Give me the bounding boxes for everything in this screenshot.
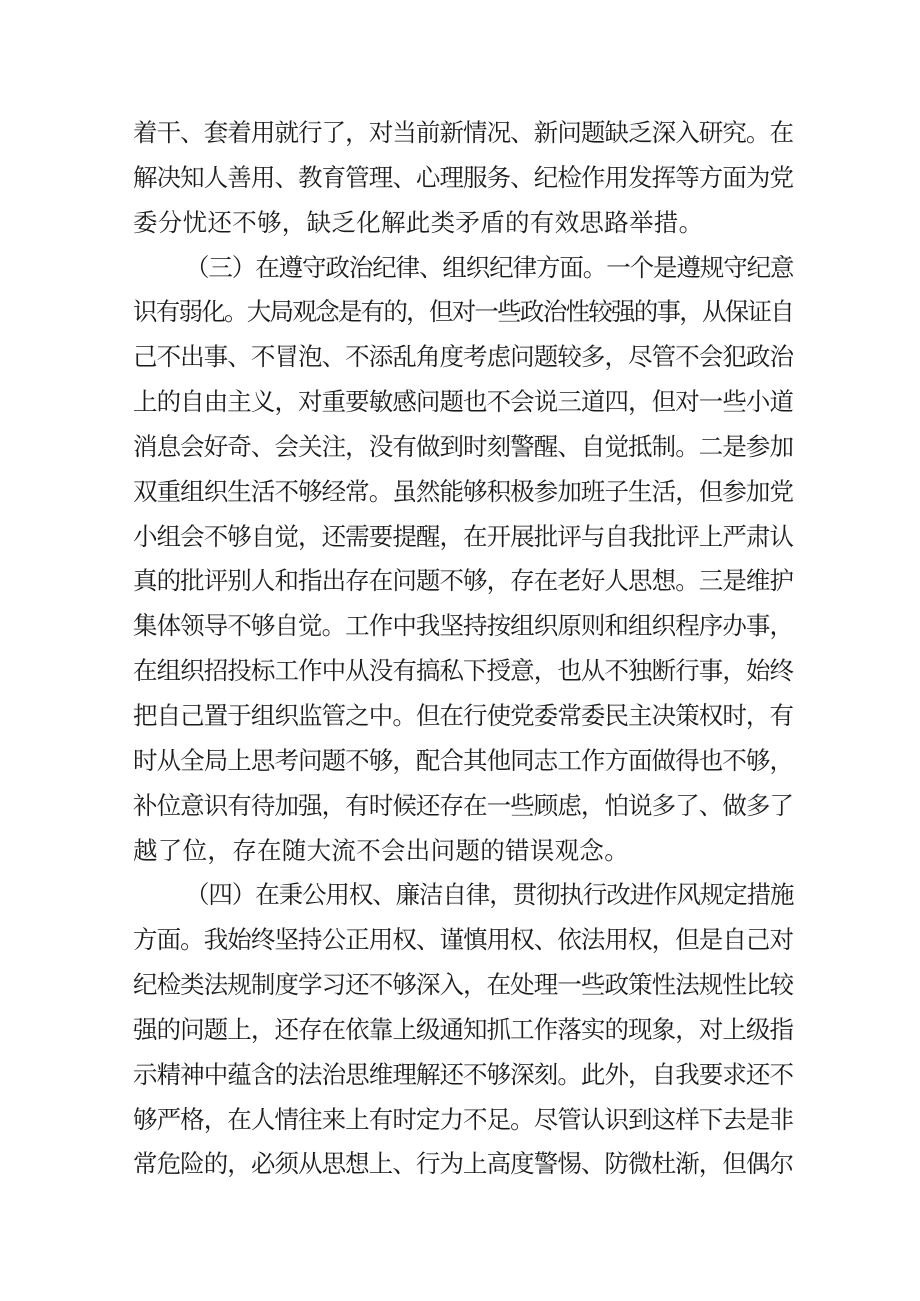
text-line: 在组织招投标工作中从没有搞私下授意，也从不独断行事，始终 bbox=[133, 656, 793, 686]
text-line: 补位意识有待加强，有时候还存在一些顾虑，怕说多了、做多了 bbox=[133, 790, 793, 820]
section-heading-line: （三）在遵守政治纪律、组织纪律方面。一个是遵规守纪意 bbox=[185, 252, 794, 282]
text-line: 时从全局上思考问题不够，配合其他同志工作方面做得也不够， bbox=[133, 745, 793, 775]
text-line: 越了位，存在随大流不会出问题的错误观念。 bbox=[133, 835, 629, 865]
text-line: 双重组织生活不够经常。虽然能够积极参加班子生活，但参加党 bbox=[133, 476, 793, 506]
text-line: 己不出事、不冒泡、不添乱角度考虑问题较多，尽管不会犯政治 bbox=[133, 342, 793, 372]
text-line: 小组会不够自觉，还需要提醒，在开展批评与自我批评上严肃认 bbox=[133, 521, 793, 551]
text-line: 纪检类法规制度学习还不够深入，在处理一些政策性法规性比较 bbox=[133, 970, 793, 1000]
text-line: 集体领导不够自觉。工作中我坚持按组织原则和组织程序办事， bbox=[133, 611, 793, 641]
section-heading-line: （四）在秉公用权、廉洁自律，贯彻执行改进作风规定措施 bbox=[185, 880, 794, 910]
text-line: 着干、套着用就行了，对当前新情况、新问题缺乏深入研究。在 bbox=[133, 118, 793, 147]
text-line: 真的批评别人和指出存在问题不够，存在老好人思想。三是维护 bbox=[133, 566, 793, 596]
text-line: 识有弱化。大局观念是有的，但对一些政治性较强的事，从保证自 bbox=[133, 297, 793, 327]
text-line: 把自己置于组织监管之中。但在行使党委常委民主决策权时，有 bbox=[133, 700, 793, 730]
text-line: 委分忧还不够，缺乏化解此类矛盾的有效思路举措。 bbox=[133, 207, 704, 237]
text-line: 解决知人善用、教育管理、心理服务、纪检作用发挥等方面为党 bbox=[133, 162, 793, 192]
text-line: 够严格，在人情往来上有时定力不足。尽管认识到这样下去是非 bbox=[133, 1104, 793, 1134]
text-line: 消息会好奇、会关注，没有做到时刻警醒、自觉抵制。二是参加 bbox=[133, 431, 793, 461]
text-line: 常危险的，必须从思想上、行为上高度警惕、防微杜渐，但偶尔 bbox=[133, 1149, 793, 1179]
text-line: 强的问题上，还存在依靠上级通知抓工作落实的现象，对上级指 bbox=[133, 1014, 793, 1044]
text-line: 上的自由主义，对重要敏感问题也不会说三道四，但对一些小道 bbox=[133, 387, 793, 417]
text-line: 示精神中蕴含的法治思维理解还不够深刻。此外，自我要求还不 bbox=[133, 1059, 793, 1089]
body-text bbox=[133, 111, 793, 1187]
text-line: 方面。我始终坚持公正用权、谨慎用权、依法用权，但是自己对 bbox=[133, 925, 793, 955]
